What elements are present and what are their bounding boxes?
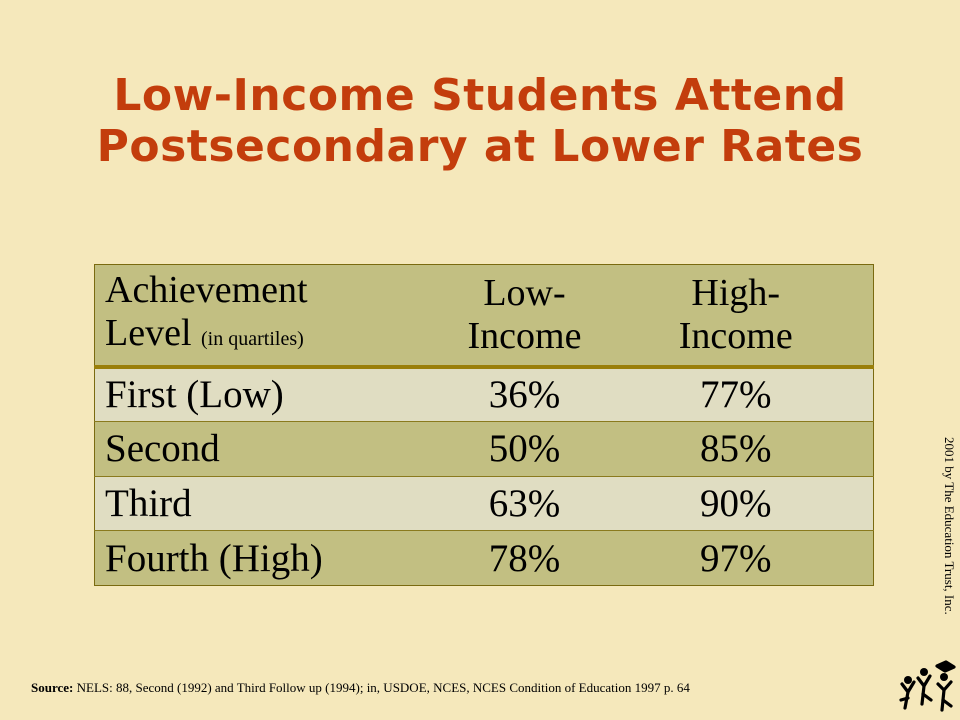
- row-low-income: 50%: [433, 421, 649, 476]
- header-level-line-2: Level: [105, 311, 192, 354]
- header-high-line-1: High-: [691, 271, 781, 314]
- row-level: Fourth (High): [95, 531, 433, 586]
- row-level: Second: [95, 421, 433, 476]
- table-row: [95, 367, 874, 422]
- header-high-income: [649, 265, 874, 367]
- row-high-income: 90%: [649, 476, 874, 531]
- row-low-income: 36%: [433, 367, 649, 422]
- row-high-income: 85%: [649, 421, 874, 476]
- table-row: [95, 421, 874, 476]
- header-level-note: (in quartiles): [201, 327, 304, 350]
- header-high-line-2: Income: [678, 314, 793, 357]
- slide-title: [0, 70, 960, 172]
- header-low-line-2: Income: [467, 314, 582, 357]
- education-trust-logo-icon: [896, 660, 956, 716]
- row-low-income: 78%: [433, 531, 649, 586]
- table-header-row: [95, 265, 874, 367]
- header-level-line-1: Achievement: [105, 268, 308, 311]
- row-level: First (Low): [95, 367, 433, 422]
- achievement-income-table: [94, 264, 874, 586]
- row-level: Third: [95, 476, 433, 531]
- slide-title-line-2: Postsecondary at Lower Rates: [96, 121, 864, 172]
- header-low-income: [433, 265, 649, 367]
- table-row: [95, 531, 874, 586]
- header-low-line-1: Low-: [483, 271, 566, 314]
- copyright-note: 2001 by The Education Trust, Inc.: [942, 437, 957, 615]
- header-level-line-2-wrap: [105, 312, 433, 361]
- source-text: NELS: 88, Second (1992) and Third Follow up (1994); in, USDOE, NCES, NCES Condition of Education 1997 p. 64: [76, 680, 690, 695]
- slide-title-line-1: Low-Income Students Attend: [113, 70, 847, 121]
- source-note: [31, 680, 690, 696]
- source-label: Source:: [31, 680, 74, 695]
- table-row: [95, 476, 874, 531]
- row-low-income: 63%: [433, 476, 649, 531]
- header-achievement-level: [95, 265, 433, 367]
- row-high-income: 77%: [649, 367, 874, 422]
- row-high-income: 97%: [649, 531, 874, 586]
